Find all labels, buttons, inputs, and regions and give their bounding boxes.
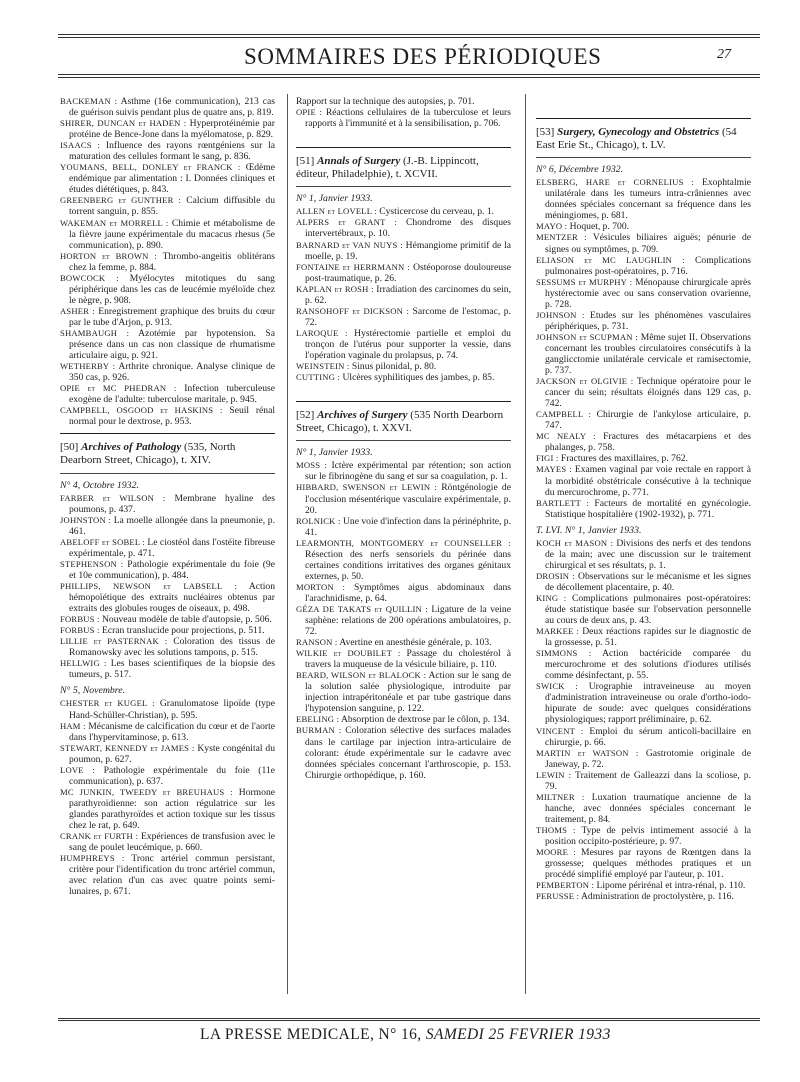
article-authors: CHESTER et KUGEL : <box>60 698 155 709</box>
article-text: Hémangiome primitif de la moelle, p. 19. <box>305 239 511 262</box>
article-entry <box>536 310 751 332</box>
issue-heading: N° 1, Janvier 1933. <box>296 447 373 459</box>
top-rule <box>58 34 760 35</box>
article-text: Hyperprotéinémie par protéine de Bence-Jone dans la myélomatose, p. 829. <box>69 118 275 141</box>
journal-section-51 <box>296 147 511 187</box>
article-authors: MAYES : <box>536 464 572 475</box>
article-text: Irradiation des carcinomes du sein, p. 62. <box>305 283 512 306</box>
article-text: Examen vaginal par voie rectale en rapport à la morbidité obstétricale consécutive à la technique du mercurochrome, p. 771. <box>545 464 751 498</box>
article-entry <box>536 770 751 792</box>
page-number: 27 <box>717 47 731 62</box>
article-authors: JOHNSTON : <box>60 514 112 525</box>
article-entry <box>296 582 511 604</box>
article-authors: WAKEMAN et MORRELL : <box>60 217 169 228</box>
article-text: Sarcome de l'estomac, p. 72. <box>305 305 511 328</box>
article-entry <box>536 681 751 725</box>
article-text: Les bases scientifiques de la biopsie des tumeurs, p. 517. <box>69 658 275 681</box>
article-authors: THOMS : <box>536 824 576 835</box>
article-entry <box>296 206 511 217</box>
article-authors: GÉZA DE TAKATS et QUILLIN : <box>296 603 428 614</box>
article-text: Ménopause chirurgicale après hystérectomie avec ou sans conservation ovarienne, p. 728. <box>545 276 751 310</box>
article-authors: EBELING : <box>296 714 340 725</box>
article-entry <box>536 277 751 310</box>
article-text: Résection des nerfs sensoriels du périnée dans certaines conditions irritatives des organes génitaux externes, p. 50. <box>305 548 511 582</box>
article-authors: MORTON : <box>296 581 346 592</box>
article-text: Le ciostéol dans l'ostéite fibreuse expérimentale, p. 471. <box>69 536 275 559</box>
issue-heading: N° 5, Novembre. <box>60 685 126 697</box>
journal-section-50 <box>60 433 275 473</box>
article-authors: KOCH et MASON : <box>536 537 614 548</box>
header-rule-inner <box>58 77 760 78</box>
article-entry <box>60 140 275 162</box>
column-2 <box>296 96 511 781</box>
article-text: Hormone parathyroïdienne: son action régulatrice sur les glandes parathyroïdes et action toxique sur les tissus chez le rat, p. 649. <box>69 786 275 831</box>
journal-section-52 <box>296 401 511 441</box>
article-entry <box>296 361 511 372</box>
article-text: Une voie d'infection dans la périnéphrite, p. 41. <box>305 515 512 538</box>
entry-list <box>60 493 275 681</box>
article-entry <box>296 460 511 482</box>
article-entry <box>296 284 511 306</box>
article-entry <box>60 118 275 140</box>
entry-list <box>296 206 511 383</box>
article-authors: CUTTING : <box>296 372 341 383</box>
article-authors: WEINSTEIN : <box>296 361 350 372</box>
article-authors: PERUSSE : <box>536 891 580 902</box>
article-text: Type de pelvis intimement associé à la position occipito-postérieure, p. 97. <box>545 824 751 847</box>
article-entry <box>536 880 751 891</box>
article-text: Myélocytes mitotiques du sang périphérique dans les cas de leucémie myéloïde chez le nègre, p. 908. <box>69 272 275 306</box>
article-entry <box>296 648 511 670</box>
article-authors: RANSON : <box>296 637 338 648</box>
article-text: Mécanisme de calcification du cœur et de l'aorte dans l'hypervitaminose, p. 613. <box>69 720 276 743</box>
article-text: Nouveau modèle de table d'autopsie, p. 506. <box>101 614 272 626</box>
article-entry <box>60 96 275 118</box>
article-entry <box>60 636 275 658</box>
article-entry <box>60 218 275 251</box>
journal-number: [51] <box>296 155 315 168</box>
article-entry <box>296 328 511 361</box>
article-text: Complications pulmonaires post-opératoires: étude statistique basée sur l'observation personnelle au cours de deux ans, p. 43. <box>545 592 751 627</box>
article-text: Avertine en anesthésie générale, p. 103. <box>339 637 492 649</box>
article-entry <box>536 376 751 409</box>
article-authors: JACKSON et OLGIVIE : <box>536 376 634 387</box>
article-authors: BARTLETT : <box>536 497 589 508</box>
article-authors: YOUMANS, BELL, DONLEY et FRANCK : <box>60 162 241 173</box>
article-entry <box>60 625 275 636</box>
article-text: Azotémie par hypotension. Sa présence dans un cas non classique de rhumatisme articulaire aigu, p. 921. <box>69 327 275 362</box>
article-authors: BURMAN : <box>296 725 342 736</box>
article-text: Seuil rénal normal pour le dextrose, p. 953. <box>69 405 276 428</box>
journal-name: Archives of Surgery <box>317 409 408 422</box>
article-authors: SESSUMS et MURPHY : <box>536 276 633 287</box>
article-text: Sinus pilonidal, p. 80. <box>351 361 437 373</box>
article-entry <box>536 232 751 254</box>
article-authors: RANSOHOFF et DICKSON : <box>296 305 410 316</box>
article-text: Arthrite chronique. Analyse clinique de 350 cas, p. 926. <box>69 361 275 384</box>
article-authors: LEARMONTH, MONTGOMERY et COUNSELLER : <box>296 537 511 548</box>
article-authors: SHIRER, DUNCAN et HADEN : <box>60 118 187 129</box>
entry-list <box>296 96 511 129</box>
article-entry <box>536 847 751 880</box>
journal-name: Surgery, Gynecology and Obstetrics <box>557 126 720 138</box>
article-text: Action hémopoïétique des extraits nucléaires obtenus par extraits des globules rouges de oiseaux, p. 498. <box>69 581 275 615</box>
journal-number: [50] <box>60 441 79 454</box>
footer-day: SAMEDI <box>425 1026 485 1043</box>
journal-heading <box>296 155 511 180</box>
article-entry <box>60 658 275 680</box>
article-entry <box>536 177 751 221</box>
article-authors: MOORE : <box>536 847 576 858</box>
article-authors: FIGI : <box>536 453 559 464</box>
article-text: Hystérectomie partielle et emploi du tronçon de l'utérus pour supporter la vessie, dans l'opération vaginale du prolapsus, p. 74. <box>305 327 511 361</box>
article-text: Absorption de dextrose par le côlon, p. 134. <box>340 714 510 726</box>
article-text: Même sujet II. Observations concernant les troubles circulatoires consécutifs à la ganglicctomie unilatérale cervicale et ramisectomie, p. 737. <box>545 331 751 377</box>
footer-date: 25 FEVRIER <box>488 1026 574 1043</box>
article-text: Observations sur le mécanisme et les signes de décollement placentaire, p. 40. <box>545 570 751 593</box>
article-entry <box>296 96 511 107</box>
article-authors: MARTIN et WATSON : <box>536 747 639 758</box>
journal-heading <box>296 409 511 434</box>
article-text: Kyste congénital du poumon, p. 627. <box>69 742 275 765</box>
column-3 <box>536 118 751 902</box>
journal-name: Annals of Surgery <box>317 155 401 168</box>
article-entry <box>536 221 751 232</box>
article-text: Exophtalmie unilatérale dans les tumeurs intra-crâniennes avec données spéciales concernant sa fréquence dans les méningiomes, p. 681. <box>545 177 751 222</box>
article-text: Complications pulmonaires post-opératoires, p. 716. <box>545 254 751 277</box>
article-entry <box>536 332 751 376</box>
article-entry <box>60 721 275 743</box>
article-text: Lipome périrénal et intra-rénal, p. 110. <box>596 880 746 892</box>
article-authors: FONTAINE et HERRMANN : <box>296 261 411 272</box>
article-authors: OPIE et MC PHEDRAN : <box>60 383 177 394</box>
article-authors: ISAACS : <box>60 140 101 151</box>
article-authors: ELIASON et MC LAUGHLIN : <box>536 254 685 265</box>
article-authors: ALLEN et LOVELL : <box>296 206 377 217</box>
article-text: Symptômes aigus abdominaux dans l'arachnidisme, p. 64. <box>305 581 511 604</box>
article-text: Granulomatose lipoïde (type Hand-Schüller-Christian), p. 595. <box>69 698 275 721</box>
article-text: Ligature de la veine saphène: relations de 200 opérations ambulatoires, p. 72. <box>305 603 511 638</box>
article-entry <box>296 516 511 538</box>
article-authors: BEARD, WILSON et BLALOCK : <box>296 670 427 681</box>
column-1 <box>60 96 275 897</box>
column-divider <box>287 94 288 994</box>
journal-info: (54 East Erie St., Chicago), t. LV. <box>536 126 737 151</box>
article-authors: LAROQUE : <box>296 327 348 338</box>
top-rule-inner <box>58 37 760 38</box>
article-authors: KING : <box>536 592 567 603</box>
article-text: Administration de proctolystère, p. 116. <box>581 891 734 903</box>
article-text: Enregistrement graphique des bruits du cœur par le tube d'Arjon, p. 913. <box>69 305 276 328</box>
article-authors: STEWART, KENNEDY et JAMES : <box>60 742 195 753</box>
article-authors: WETHERBY : <box>60 361 116 372</box>
article-entry <box>296 604 511 637</box>
article-entry <box>60 614 275 625</box>
page-title: SOMMAIRES DES PÉRIODIQUES <box>244 44 602 69</box>
article-entry <box>536 648 751 681</box>
article-authors: DROSIN : <box>536 570 575 581</box>
journal-section-53 <box>536 118 751 158</box>
article-text: Œdème endémique par alimentation : I. Données cliniques et études diététiques, p. 843. <box>69 162 276 196</box>
article-entry <box>60 698 275 720</box>
article-entry <box>536 626 751 648</box>
article-entry <box>296 637 511 648</box>
article-entry <box>296 482 511 515</box>
article-entry <box>60 273 275 306</box>
article-entry <box>296 240 511 262</box>
journal-number: [53] <box>536 126 555 138</box>
article-entry <box>296 372 511 383</box>
article-entry <box>60 383 275 405</box>
article-text: Membrane hyaline des poumons, p. 437. <box>69 492 275 515</box>
article-authors: VINCENT : <box>536 725 584 736</box>
column-divider <box>525 94 526 994</box>
article-entry <box>60 515 275 537</box>
article-text: Influence des rayons rœntgéniens sur la maturation des cellules formant le sang, p. 836. <box>69 140 275 163</box>
issue-heading: N° 1, Janvier 1933. <box>296 193 373 205</box>
article-text: Mesures par rayons de Rœntgen dans la grossesse; quelques méthodes pratiques et un procédé simplifié employé par l'auteur, p. 101. <box>545 847 751 881</box>
article-entry <box>536 593 751 626</box>
article-entry <box>60 162 275 195</box>
article-entry <box>536 726 751 748</box>
article-authors: OPIE : <box>296 107 323 118</box>
article-text: Facteurs de mortalité en gynécologie. Statistique hospitalière (1902-1932), p. 771. <box>545 497 752 520</box>
article-authors: BARNARD et VAN NUYS : <box>296 239 403 250</box>
article-entry <box>536 571 751 593</box>
article-authors: ELSBERG, HARE et CORNELIUS : <box>536 177 695 188</box>
article-text: Coloration des tissus de Romanowsky avec les solutions tampons, p. 515. <box>69 636 275 659</box>
article-entry <box>536 891 751 902</box>
footer-line <box>200 1026 611 1044</box>
journal-heading <box>60 441 275 466</box>
article-authors: HORTON et BROWN : <box>60 250 157 261</box>
article-entry <box>60 306 275 328</box>
issue-heading: N° 4, Octobre 1932. <box>60 479 139 491</box>
journal-number: [52] <box>296 409 315 422</box>
issue-heading: T. LVI. N° 1, Janvier 1933. <box>536 524 642 536</box>
article-entry <box>60 743 275 765</box>
article-authors: SWICK : <box>536 681 578 692</box>
article-text: Coloration sélective des surfaces malades dans le cartilage par injection intra-articulaire de colorant: étude expérimentale sur le cadavre avec données spéciales concernant l'arthroscopie, p. 153. Chirurgie orthopédique, p. 160. <box>305 725 511 781</box>
article-entry <box>536 431 751 453</box>
article-authors: JOHNSON : <box>536 309 585 320</box>
article-entry <box>296 714 511 725</box>
article-authors: PEMBERTON : <box>536 880 595 891</box>
article-entry <box>536 748 751 770</box>
article-entry <box>536 538 751 571</box>
article-entry <box>60 328 275 361</box>
article-entry <box>60 765 275 787</box>
header-rule <box>58 74 760 75</box>
article-text: Pathologie expérimentale du foie (9e et 10e communication), p. 484. <box>69 558 275 581</box>
article-text: Vésicules biliaires aiguës; pénurie de signes ou symptômes, p. 709. <box>545 232 751 255</box>
article-entry <box>536 409 751 431</box>
article-text: Action sur le sang de la solution salée physiologique, introduite par injection intrapéritonéale et par tube gastrique dans l'hypotension sanguine, p. 122. <box>305 670 511 715</box>
article-text: Tronc artériel commun persistant, critère pour l'identification du tronc artériel commun, avec relation d'un cas avec quatre points semi-lunaires, p. 671. <box>69 853 275 898</box>
entry-list <box>60 698 275 897</box>
footer-year: 1933 <box>578 1026 611 1043</box>
article-text: Deux réactions rapides sur le diagnostic de la grossesse, p. 51. <box>545 626 752 649</box>
article-authors: LEWIN : <box>536 769 572 780</box>
article-authors: SIMMONS : <box>536 648 592 659</box>
article-text: Fractures des métacarpiens et des phalanges, p. 758. <box>545 431 751 454</box>
article-authors: MOSS : <box>296 460 328 471</box>
article-text: Réactions cellulaires de la tuberculose et leurs rapports à l'immunité et à la sensibilisation, p. 706. <box>305 107 511 130</box>
article-entry <box>60 853 275 897</box>
article-entry <box>296 306 511 328</box>
article-text: Asthme (16e communication), 213 cas de guérison suivis pendant plus de quatre ans, p. 819. <box>69 96 275 119</box>
article-entry <box>60 405 275 427</box>
footer-rule-inner <box>58 1020 760 1021</box>
article-entry <box>60 787 275 831</box>
article-text: Ostéoporose douloureuse post-traumatique, p. 26. <box>305 261 511 284</box>
journal-info: (J.-B. Lippincott, éditeur, Philadelphie), t. XCVII. <box>296 155 479 180</box>
article-entry <box>296 107 511 129</box>
article-text: Calcium diffusible du torrent sanguin, p. 855. <box>69 195 275 218</box>
article-text: Röntgénologie de l'occlusion mésentérique vasculaire expérimentale, p. 20. <box>305 482 511 516</box>
article-authors: MILTNER : <box>536 791 585 802</box>
article-authors: MC JUNKIN, TWEEDY et BREUHAUS : <box>60 786 233 797</box>
article-text: Rapport sur la technique des autopsies, p. 701. <box>296 96 475 107</box>
article-authors: HAM : <box>60 720 86 731</box>
article-text: Etudes sur les phénomènes vasculaires périphériques, p. 731. <box>545 309 751 332</box>
article-authors: FARBER et WILSON : <box>60 492 166 503</box>
article-entry <box>536 825 751 847</box>
article-text: Chimie et métabolisme de la fièvre jaune expérimentale du macacus rhesus (5e communication), p. 890. <box>69 217 275 251</box>
article-text: Emploi du sérum anticoli-bacillaire en chirurgie, p. 66. <box>545 725 751 748</box>
article-entry <box>296 262 511 284</box>
article-text: Cysticercose du cerveau, p. 1. <box>379 206 495 218</box>
entry-list <box>296 460 511 780</box>
article-text: Pathologie expérimentale du foie (11e communication), p. 637. <box>69 764 275 787</box>
article-text: Divisions des nerfs et des tendons de la main; avec une discussion sur le traitement chirurgical et ses résultats, p. 1. <box>545 537 751 571</box>
article-authors: HELLWIG : <box>60 658 107 669</box>
journal-info: (535 North Dearborn Street, Chicago), t. XXVI. <box>296 409 504 434</box>
article-authors: MAYO : <box>536 221 568 232</box>
issue-heading: N° 6, Décembre 1932. <box>536 164 624 176</box>
article-authors: MARKEE : <box>536 626 580 637</box>
article-entry <box>536 792 751 825</box>
article-entry <box>296 670 511 714</box>
article-authors: STEPHENSON : <box>60 558 124 569</box>
article-text: Hoquet, p. 700. <box>569 221 630 233</box>
article-text: Chirurgie de l'ankylose articulaire, p. 747. <box>545 409 751 432</box>
article-text: Action bactéricide comparée du mercurochrome et des solutions d'iodures utilisés comme désinfectant, p. 55. <box>545 648 751 682</box>
entry-list <box>536 177 751 519</box>
article-entry <box>60 361 275 383</box>
article-authors: CAMPBELL, OSGOOD et HASKINS : <box>60 405 223 416</box>
article-entry <box>60 559 275 581</box>
article-text: Ecran translucide pour projections, p. 511. <box>101 625 265 637</box>
article-entry <box>60 493 275 515</box>
entry-list <box>536 538 751 903</box>
article-authors: WILKIE et DOUBILET : <box>296 648 401 659</box>
article-text: La moelle allongée dans la pneumonie, p. 461. <box>69 514 275 537</box>
article-entry <box>536 255 751 277</box>
article-authors: BOWCOCK : <box>60 272 119 283</box>
article-entry <box>296 538 511 582</box>
article-entry <box>60 251 275 273</box>
article-authors: ALPERS et GRANT : <box>296 217 397 228</box>
article-text: Thrombo-angeitis oblitérans chez la femme, p. 884. <box>69 250 275 273</box>
article-authors: CAMPBELL : <box>536 409 592 420</box>
journal-name: Archives of Pathology <box>81 441 182 454</box>
article-authors: HUMPHREYS : <box>60 853 125 864</box>
article-authors: CRANK et FURTH : <box>60 831 139 842</box>
article-text: Fractures des maxillaires, p. 762. <box>560 453 688 465</box>
article-text: Luxation traumatique ancienne de la hanche, avec données spéciales concernant le traitement, p. 84. <box>545 791 751 825</box>
article-authors: FORBUS : <box>60 614 100 625</box>
article-text: Ulcères syphilitiques des jambes, p. 85. <box>342 372 495 384</box>
article-text: Urographie intraveineuse au moyen d'administration intraveineuse ou orale d'ortho-iodo-hipurate de soude: avec quelques considérations physiologiques; rapport préliminaire, p. 62. <box>545 681 751 726</box>
article-authors: BACKEMAN : <box>60 96 118 106</box>
article-authors: MENTZER : <box>536 232 587 243</box>
journal-info: (535, North Dearborn Street, Chicago), t. XIV. <box>60 441 236 466</box>
article-authors: KAPLAN et ROSH : <box>296 283 374 294</box>
article-entry <box>60 581 275 614</box>
article-authors: ROLNICK : <box>296 515 341 526</box>
journal-heading <box>536 126 751 151</box>
article-authors: FORBUS : <box>60 625 100 636</box>
article-text: Gastrotomie originale de Janeway, p. 72. <box>545 747 751 770</box>
article-entry <box>536 464 751 497</box>
article-entry <box>296 217 511 239</box>
article-text: Chondrome des disques intervertébraux, p. 10. <box>305 217 511 240</box>
article-entry <box>60 195 275 217</box>
article-authors: SHAMBAUGH : <box>60 327 130 338</box>
footer-rule <box>58 1018 760 1019</box>
article-authors: JOHNSON et SCUPMAN : <box>536 331 638 342</box>
article-text: Ictère expérimental par rétention; son action sur le fibrinogène du sang et sur sa coagulation, p. 1. <box>305 460 511 483</box>
article-text: Traitement de Galleazzi dans la scoliose, p. 79. <box>545 769 752 792</box>
article-authors: LILLIE et PASTERNAK : <box>60 636 168 647</box>
article-authors: MC NEALY : <box>536 431 596 442</box>
article-entry <box>536 453 751 464</box>
article-entry <box>60 537 275 559</box>
article-authors: ASHER : <box>60 305 95 316</box>
entry-list <box>60 96 275 427</box>
article-entry <box>536 498 751 520</box>
article-text: Expériences de transfusion avec le sang de poulet leucémique, p. 660. <box>69 831 276 854</box>
article-text: Passage du cholestérol à travers la muqueuse de la vésicule biliaire, p. 110. <box>305 648 511 671</box>
footer-publication: LA PRESSE MEDICALE, N° 16, <box>200 1026 422 1043</box>
article-authors: ABELOFF et SOBEL : <box>60 536 145 547</box>
article-authors: HIBBARD, SWENSON et LEWIN : <box>296 482 438 493</box>
article-text: Technique opératoire pour le cancer du sein; résultats éloignés dans 129 cas, p. 742. <box>545 376 751 410</box>
article-entry <box>60 831 275 853</box>
article-text: Infection tuberculeuse exogène de l'adulte: tuberculose maritale, p. 945. <box>69 383 275 406</box>
article-authors: GREENBERG et GUNTHER : <box>60 195 182 206</box>
article-authors: PHILLIPS, NEWSON et LABSELL : <box>60 581 238 592</box>
article-authors: LOVE : <box>60 764 95 775</box>
article-entry <box>296 725 511 780</box>
